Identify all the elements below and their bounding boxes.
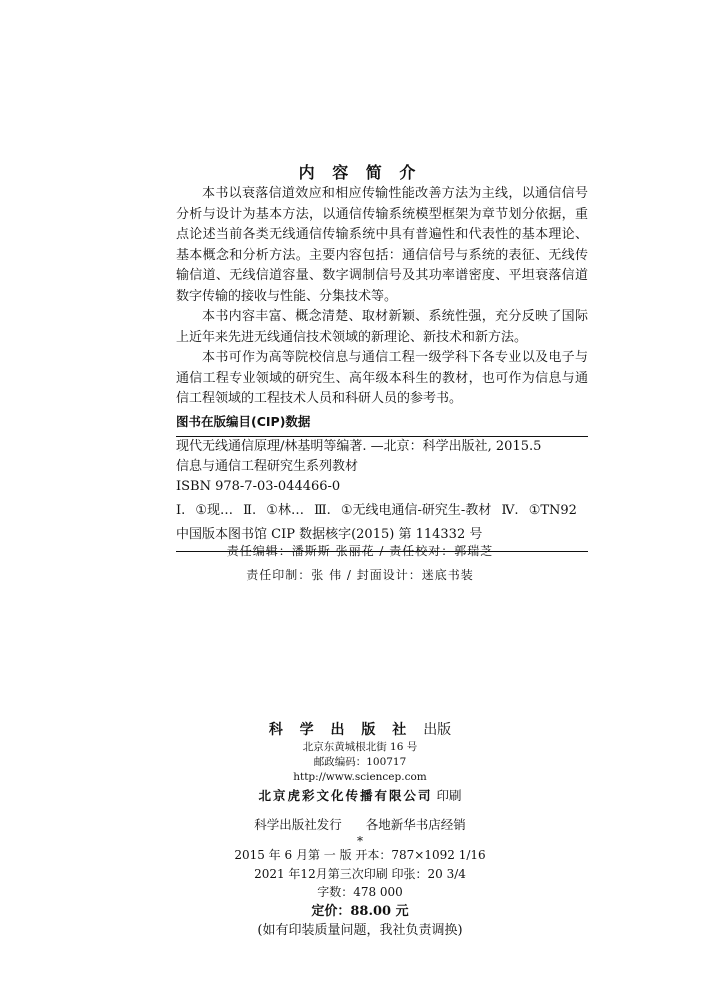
publisher-address: 北京东黄城根北街 16 号 [302, 741, 418, 753]
printer-suffix: 印刷 [436, 788, 462, 803]
cip-heading: 图书在版编目(CIP)数据 [176, 414, 311, 429]
cip-number: 中国版本图书馆 CIP 数据核字(2015) 第 114332 号 [176, 527, 483, 542]
printing-line: 2021 年12月第三次印刷 印张：20 3/4 [254, 866, 466, 881]
cip-title-line: 现代无线通信原理/林基明等编著. —北京：科学出版社, 2015.5 [176, 439, 542, 454]
price: 定价：88.00 元 [311, 903, 409, 919]
publisher-suffix: 出版 [423, 722, 452, 738]
cip-block [176, 412, 588, 552]
cip-series-line: 信息与通信工程研究生系列教材 [176, 459, 359, 474]
summary-paragraph: 本书内容丰富、概念清楚、取材新颖、系统性强，充分反映了国际上近年来先进无线通信技术领域的新理论、新技术和新方法。 [176, 309, 588, 345]
publisher-website: http://www.sciencep.com [293, 771, 427, 783]
printer-name: 北京虎彩文化传播有限公司 [258, 788, 433, 803]
cip-classification: Ⅰ. ①现… Ⅱ. ①林… Ⅲ. ①无线电通信-研究生-教材 Ⅳ. ①TN92 [176, 503, 577, 518]
publisher-name: 科 学 出 版 社 [268, 722, 413, 738]
distribution-line [0, 814, 720, 836]
summary-paragraph: 本书以衰落信道效应和相应传输性能改善方法为主线，以通信信号分析与设计为基本方法，以通信传输系统模型框架为章节划分依据，重点论述当前各类无线通信传输系统中具有普遍性和代表性的基本理论、基本概念和分析方法。主要内容包括：通信信号与系统的表征、无线传输信道、无线信道容量、数字调制信号及其功率谱密度、平坦衰落信道数字传输的接收与性能、分集技术等。 [176, 186, 588, 304]
publisher-postcode: 邮政编码：100717 [313, 756, 407, 768]
colophon [0, 720, 720, 941]
seller: 各地新华书店经销 [365, 817, 466, 832]
edition-line: 2015 年 6 月第 一 版 开本：787×1092 1/16 [234, 848, 486, 862]
production-credits: 责任印制：张 伟 / 封面设计：迷底书装 [246, 568, 474, 582]
distributor: 科学出版社发行 [254, 817, 342, 832]
quality-note: (如有印装质量问题，我社负责调换) [257, 922, 463, 938]
summary-paragraph: 本书可作为高等院校信息与通信工程一级学科下各专业以及电子与通信工程专业领域的研究生、高年级本科生的教材，也可作为信息与通信工程领域的工程技术人员和科研人员的参考书。 [176, 350, 588, 406]
publisher-line [0, 720, 720, 740]
summary-title: 内 容 简 介 [298, 163, 422, 182]
separator-star: * [357, 834, 363, 848]
cip-isbn: ISBN 978-7-03-044466-0 [176, 479, 341, 494]
printer-line [0, 785, 720, 806]
word-count: 字数：478 000 [317, 885, 403, 899]
editor-credits: 责任编辑：潘斯斯 张丽花 / 责任校对：郭瑞芝 [226, 544, 494, 558]
summary-text [176, 184, 588, 410]
